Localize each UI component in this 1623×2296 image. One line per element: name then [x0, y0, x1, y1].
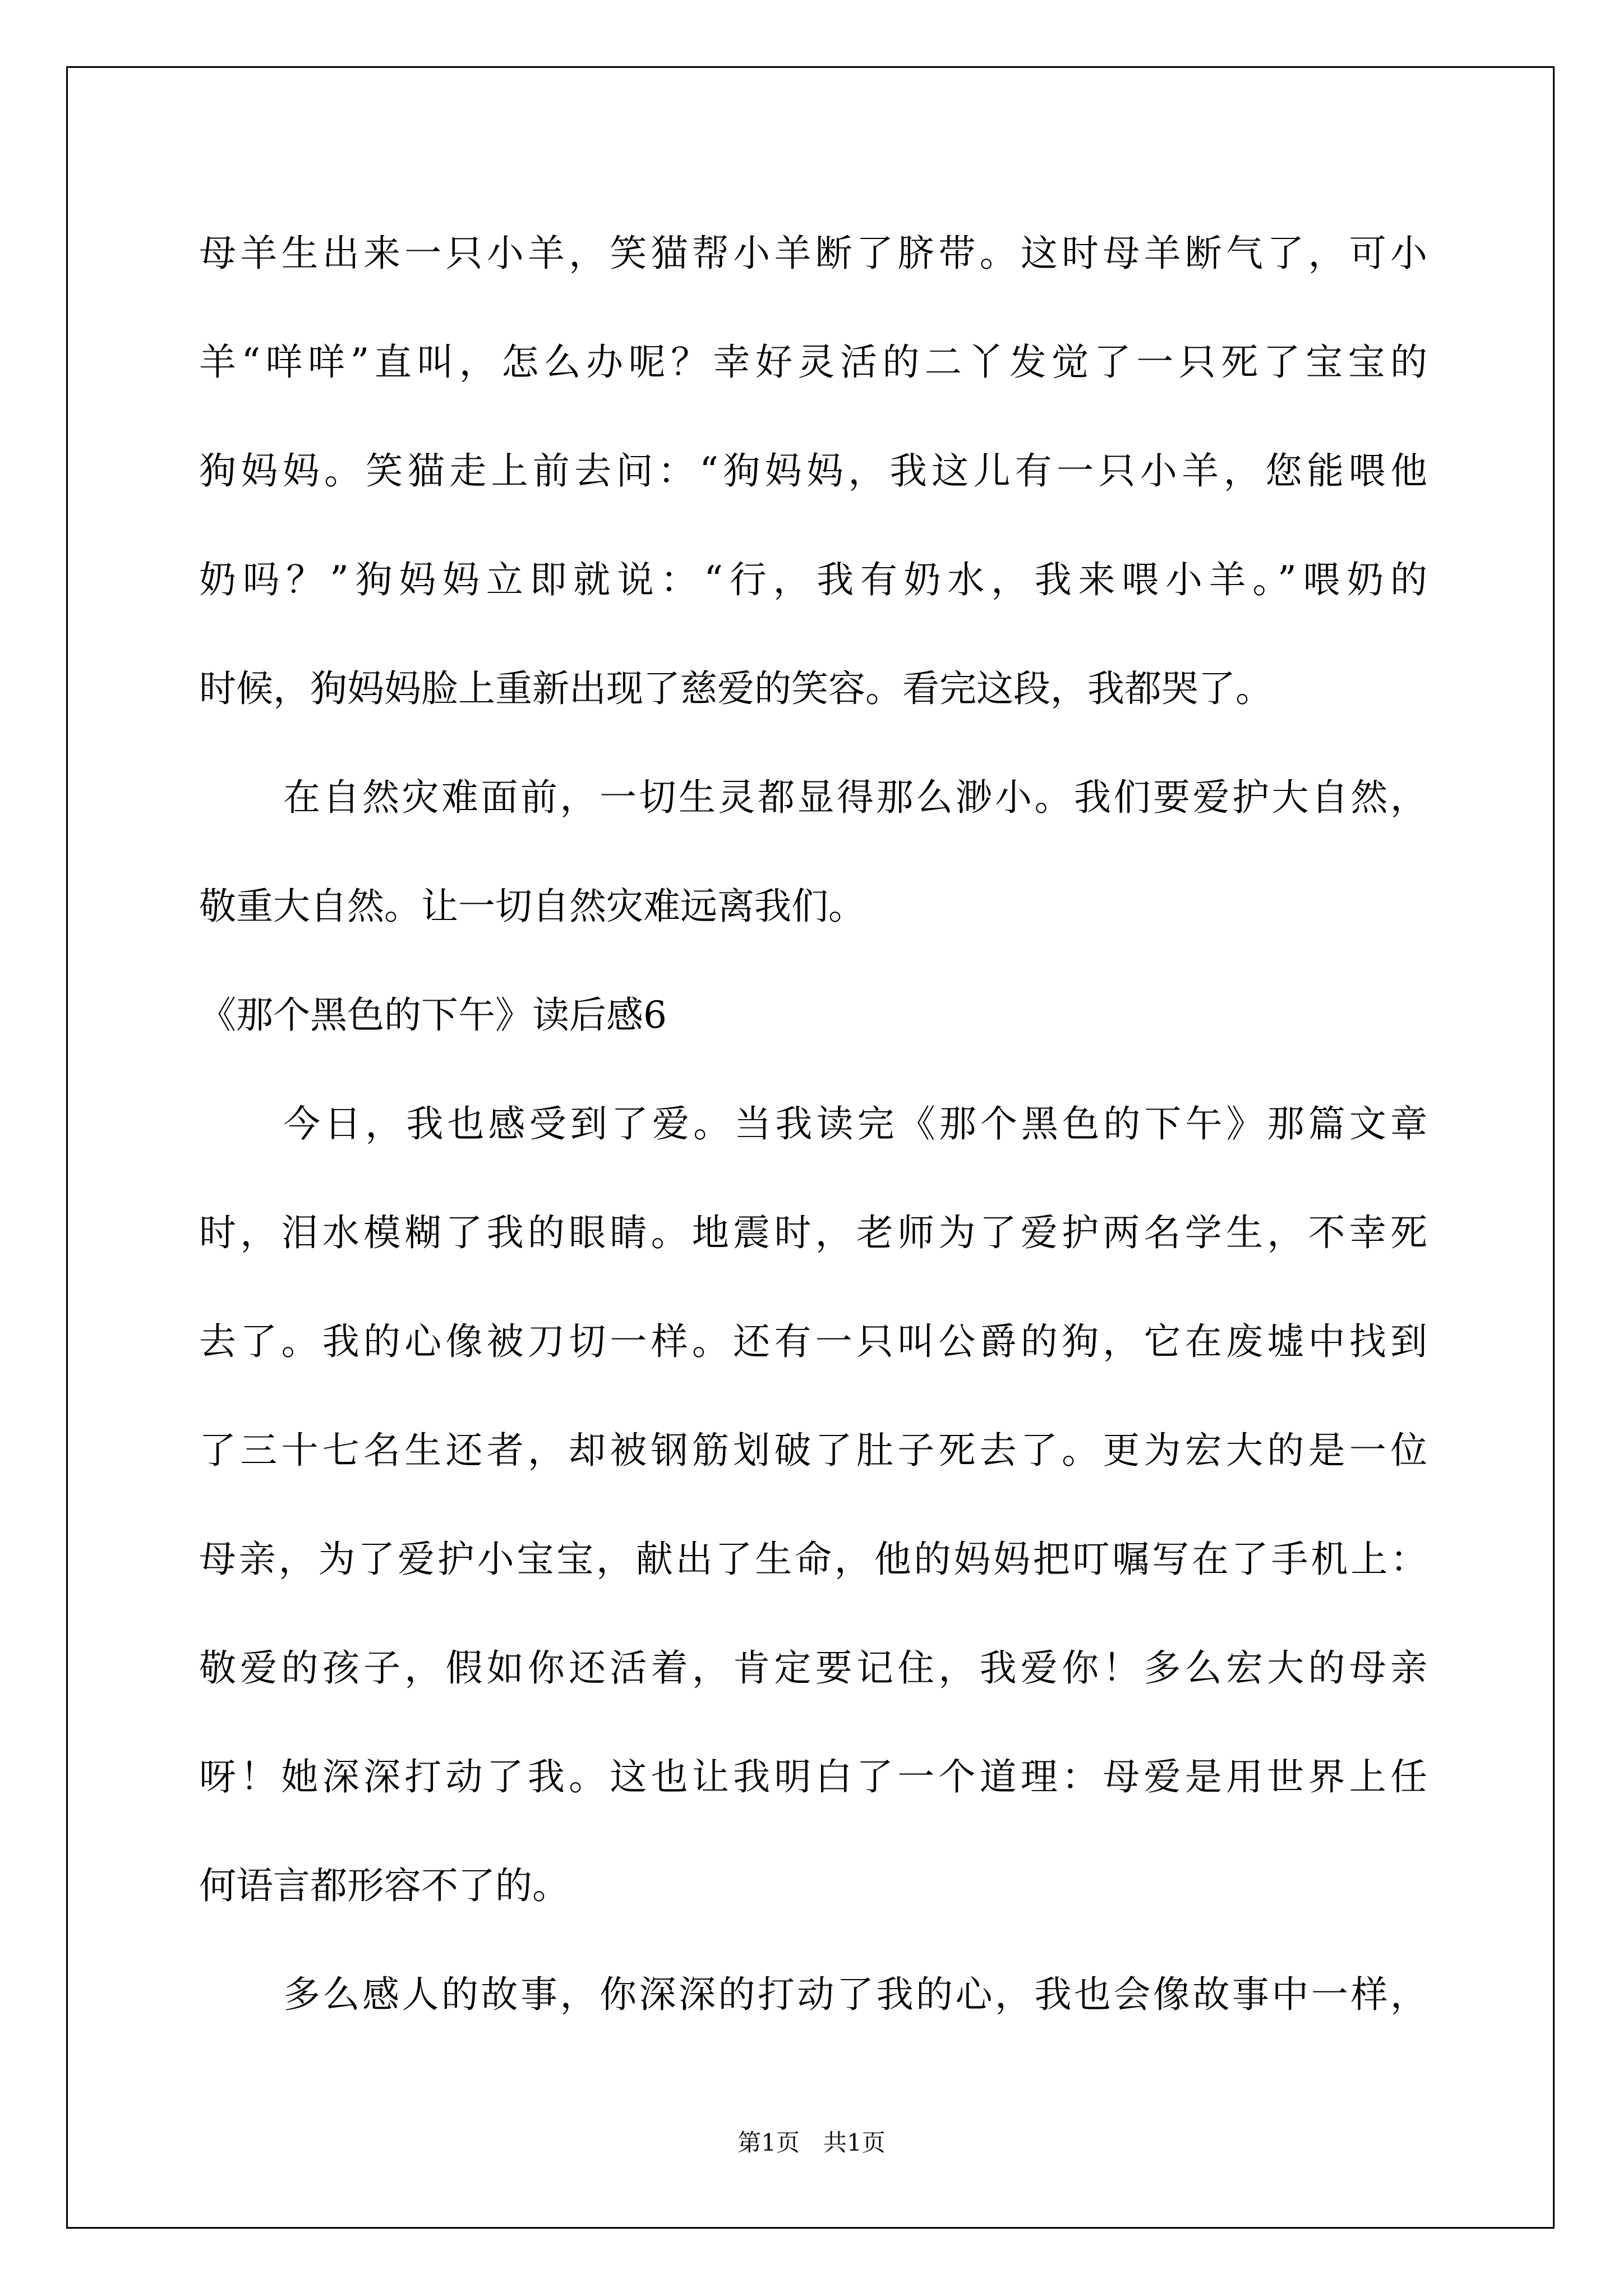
text-line: 时候，狗妈妈脸上重新出现了慈爱的笑容。看完这段，我都哭了。	[199, 667, 1272, 710]
text-line: 今日，我也感受到了爱。当我读完《那个黑色的下午》那篇文章	[283, 1102, 1427, 1145]
text-line: 时，泪水模糊了我的眼睛。地震时，老师为了爱护两名学生，不幸死	[199, 1211, 1427, 1254]
text-line: 去了。我的心像被刀切一样。还有一只叫公爵的狗，它在废墟中找到	[199, 1320, 1427, 1363]
paragraph	[199, 743, 1427, 961]
page-footer: 第1页 共1页	[737, 2129, 886, 2156]
text-line: 呀！她深深打动了我。这也让我明白了一个道理：母爱是用世界上任	[199, 1755, 1427, 1798]
text-line: 奶吗？”狗妈妈立即就说：“行，我有奶水，我来喂小羊。”喂奶的	[199, 558, 1427, 601]
text-line: 敬爱的孩子，假如你还活着，肯定要记住，我爱你！多么宏大的母亲	[199, 1646, 1427, 1690]
text-line: 在自然灾难面前，一切生灵都显得那么渺小。我们要爱护大自然，	[283, 776, 1427, 819]
section-heading	[199, 961, 1427, 1070]
paragraph	[199, 199, 1427, 743]
document-body	[199, 199, 1427, 2049]
text-line: 狗妈妈。笑猫走上前去问：“狗妈妈，我这儿有一只小羊，您能喂他	[199, 449, 1427, 493]
text-line: 多么感人的故事，你深深的打动了我的心，我也会像故事中一样，	[283, 1973, 1427, 2016]
text-line: 母亲，为了爱护小宝宝，献出了生命，他的妈妈把叮嘱写在了手机上：	[199, 1538, 1427, 1581]
paragraph	[199, 1070, 1427, 1940]
text-line: 了三十七名生还者，却被钢筋划破了肚子死去了。更为宏大的是一位	[199, 1429, 1427, 1472]
text-line: 母羊生出来一只小羊，笑猫帮小羊断了脐带。这时母羊断气了，可小	[199, 232, 1427, 275]
heading-text: 《那个黑色的下午》读后感6	[199, 993, 667, 1037]
text-line: 何语言都形容不了的。	[199, 1864, 569, 1907]
text-line: 羊“咩咩”直叫，怎么办呢？幸好灵活的二丫发觉了一只死了宝宝的	[199, 341, 1427, 384]
text-line: 敬重大自然。让一切自然灾难远离我们。	[199, 885, 865, 928]
paragraph	[199, 1940, 1427, 2049]
